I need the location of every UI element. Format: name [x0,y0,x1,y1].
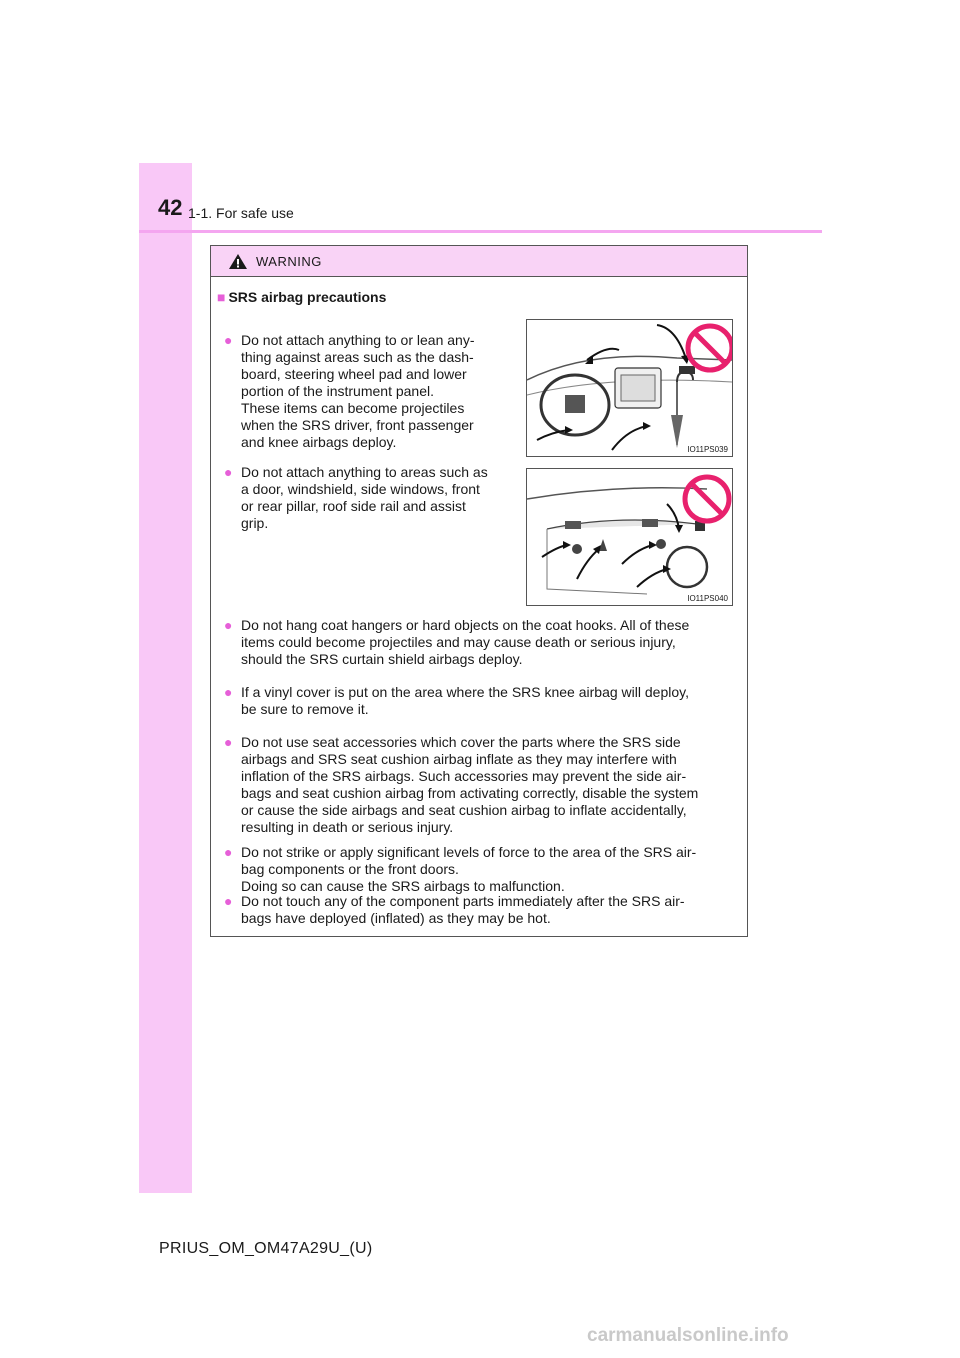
watermark: carmanualsonline.info [587,1325,789,1346]
list-item [224,893,743,927]
list-item [224,684,743,718]
warning-subheading [217,289,386,305]
bullet-icon: ● [224,734,233,750]
figure-dashboard-airbags [526,319,733,457]
figure-code: IO11PS039 [687,445,728,454]
list-item [224,734,743,836]
section-title: 1-1. For safe use [188,205,294,221]
list-item [224,464,513,532]
square-bullet-icon: ■ [217,289,226,305]
list-item [224,617,743,668]
page-number: 42 [158,195,183,220]
list-item-text: Do not attach anything to or lean any- thing against areas such as the dash- board, steering wheel pad and lower portion of the instrument panel. These items can become projectiles when the SRS driver, front passenger and knee airbags deploy. [241,332,475,450]
list-item [224,332,513,451]
warning-label: WARNING [256,254,322,269]
bullet-icon: ● [224,844,233,860]
bullet-icon: ● [224,332,233,348]
warning-box [210,245,748,937]
header-rule [139,230,822,233]
footer-doc-id: PRIUS_OM_OM47A29U_(U) [159,1240,373,1257]
bullet-icon: ● [224,617,233,633]
list-item-text: If a vinyl cover is put on the area where the SRS knee airbag will deploy, be sure to remove it. [241,684,689,717]
warning-header [211,246,747,277]
list-item [224,844,743,895]
bullet-icon: ● [224,893,233,909]
bullet-icon: ● [224,684,233,700]
list-item-text: Do not strike or apply significant levels of force to the area of the SRS air- bag components or the front doors. Doing so can cause the SRS airbags to malfunction. [241,844,697,894]
subheading-text: SRS airbag precautions [228,289,387,305]
warning-triangle-icon [228,253,248,270]
bullet-icon: ● [224,464,233,480]
interior-illustration [527,469,732,605]
list-item-text: Do not attach anything to areas such as a door, windshield, side windows, front or rear pillar, roof side rail and assist grip. [241,464,488,531]
list-item-text: Do not use seat accessories which cover the parts where the SRS side airbags and SRS seat cushion airbag inflate as they may interfere with inflation of the SRS airbags. Such accessories may prevent the side air- bags and seat cushion airbag from activating correctly, disable the system or cause the side airbags and seat cushion airbag to inflate accidentally, resulting in death or serious injury. [241,734,699,835]
figure-code: IO11PS040 [687,594,728,603]
list-item-text: Do not hang coat hangers or hard objects on the coat hooks. All of these items could become projectiles and may cause death or serious injury, should the SRS curtain shield airbags deploy. [241,617,690,667]
figure-door-pillar-airbags [526,468,733,606]
dashboard-illustration [527,320,732,456]
list-item-text: Do not touch any of the component parts immediately after the SRS air- bags have deployed (inflated) as they may be hot. [241,893,685,926]
chapter-side-tab [139,163,192,1193]
